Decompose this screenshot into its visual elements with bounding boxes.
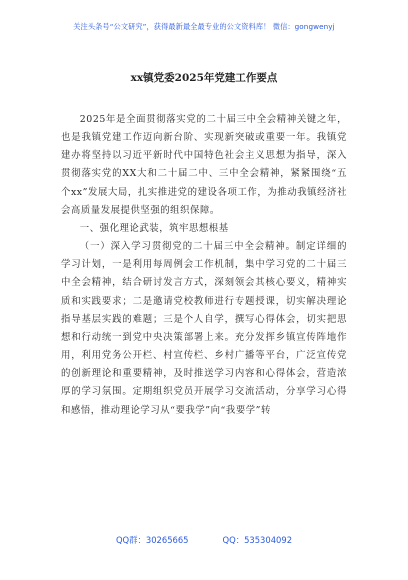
header-notice: 关注头条号“公文研究”，获得最新最全最专业的公文资料库！ 微信：gongwenyj <box>73 22 335 31</box>
section-paragraph: （一）深入学习贯彻党的二十届三中全会精神。制定详细的学习计划，一是利用每周例会工作机制，集中学习党的二十届三中全会精神，结合研讨发言方式，深刻领会其核心要义，精神实质和实践要求；二是邀请党校教师进行专题授课，切实解决理论指导基层实践的难题；三是个人自学，撰写心得体会，切实把思想和行动统一到党中央决策部署上来。充分发挥乡镇宣传阵地作用，利用党务公开栏、村宣传栏、乡村广播等平台，广泛宣传党的创新理论和重要精神，及时推送学习内容和心得体会，营造浓厚的学习氛围。定期组织党员开展学习交流活动，分享学习心得和感悟，推动理论学习从“要我学”向“我要学”转 <box>61 241 347 416</box>
section-heading: 一、强化理论武装，筑牢思想根基 <box>79 222 229 234</box>
page-title: xx镇党委2025年党建工作要点 <box>130 72 278 84</box>
footer-contact <box>0 534 408 546</box>
document-body <box>61 111 347 420</box>
qq-number-text: QQ：535304092 <box>222 535 293 545</box>
intro-paragraph: 2025年是全面贯彻落实党的二十届三中全会精神关键之年，也是我镇党建工作迈向新台阶、实现新突破或重要一年。我镇党建办将坚持以习近平新时代中国特色社会主义思想为指导，深入贯彻落实党的XX大和二十届二中、三中全会精神，紧紧围绕“五个xx”发展大局，扎实推进党的建设各项工作，为推动我镇经济社会高质量发展提供坚强的组织保障。 <box>61 114 347 216</box>
qq-group-text: QQ群：30265665 <box>115 535 189 545</box>
